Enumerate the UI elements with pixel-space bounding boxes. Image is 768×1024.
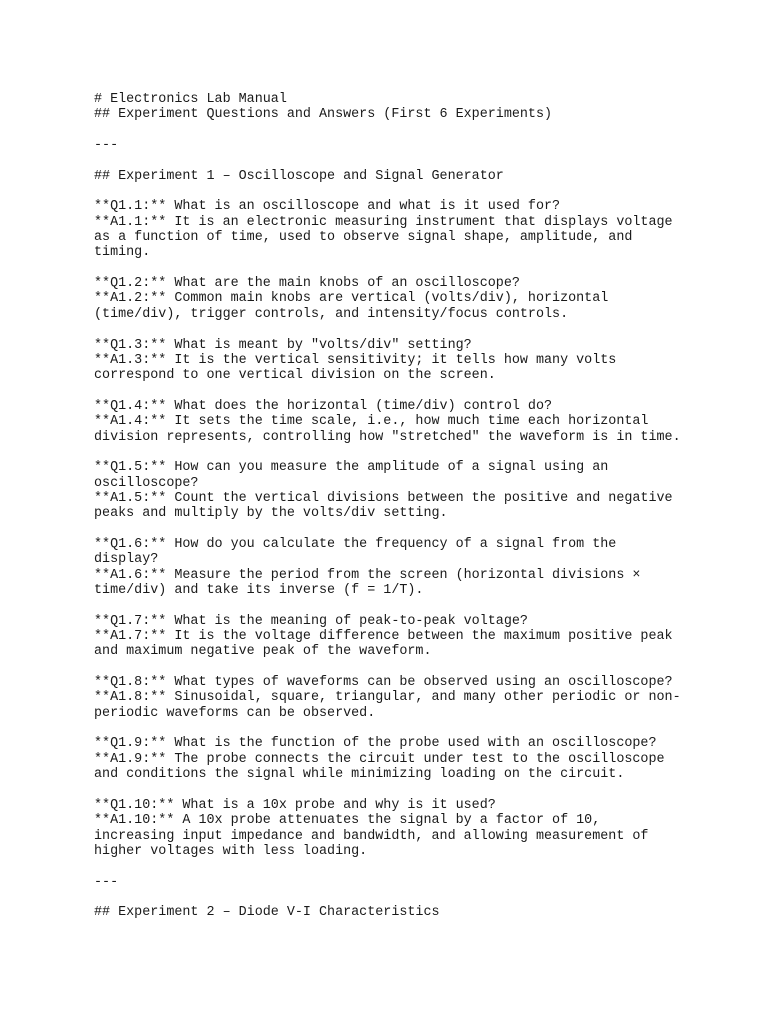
- blank-line: [94, 261, 734, 276]
- question-1-7: **Q1.7:** What is the meaning of peak-to-peak voltage?: [94, 613, 528, 629]
- blank-line: [94, 153, 734, 168]
- answer-1-9: **A1.9:** The probe connects the circuit under test to the oscilloscope: [94, 751, 665, 767]
- question-1-6-continued: display?: [94, 552, 159, 568]
- section-heading-experiment-2: ## Experiment 2 – Diode V-I Characteristics: [94, 905, 440, 921]
- answer-1-5: **A1.5:** Count the vertical divisions between the positive and negative: [94, 490, 673, 506]
- section-heading-experiment-1: ## Experiment 1 – Oscilloscope and Signal Generator: [94, 168, 504, 184]
- blank-line: [94, 890, 734, 905]
- answer-1-4-continued: division represents, controlling how "stretched" the waveform is in time.: [94, 429, 681, 445]
- question-1-8: **Q1.8:** What types of waveforms can be observed using an oscilloscope?: [94, 675, 673, 691]
- answer-1-1: **A1.1:** It is an electronic measuring instrument that displays voltage: [94, 214, 673, 230]
- question-1-5-continued: oscilloscope?: [94, 475, 199, 491]
- horizontal-rule: ---: [94, 138, 119, 154]
- answer-1-2-continued: (time/div), trigger controls, and intensity/focus controls.: [94, 306, 569, 322]
- answer-1-10-continued: increasing input impedance and bandwidth, and allowing measurement of: [94, 828, 649, 844]
- question-1-4: **Q1.4:** What does the horizontal (time/div) control do?: [94, 398, 553, 414]
- question-1-5: **Q1.5:** How can you measure the amplitude of a signal using an: [94, 460, 609, 476]
- blank-line: [94, 123, 734, 138]
- answer-1-4: **A1.4:** It sets the time scale, i.e., how much time each horizontal: [94, 414, 649, 430]
- question-1-1: **Q1.1:** What is an oscilloscope and what is it used for?: [94, 199, 561, 215]
- answer-1-7: **A1.7:** It is the voltage difference between the maximum positive peak: [94, 629, 673, 645]
- blank-line: [94, 384, 734, 399]
- answer-1-6-continued: time/div) and take its inverse (f = 1/T).: [94, 583, 424, 598]
- blank-line: [94, 859, 734, 874]
- answer-1-7-continued: and maximum negative peak of the waveform.: [94, 644, 432, 660]
- blank-line: [94, 445, 734, 460]
- answer-1-8-continued: periodic waveforms can be observed.: [94, 705, 376, 721]
- question-1-9: **Q1.9:** What is the function of the probe used with an oscilloscope?: [94, 736, 657, 752]
- answer-1-1-continued: timing.: [94, 245, 151, 261]
- answer-1-8: **A1.8:** Sinusoidal, square, triangular, and many other periodic or non-: [94, 690, 681, 706]
- answer-1-1-continued: as a function of time, used to observe signal shape, amplitude, and: [94, 230, 633, 246]
- question-1-10: **Q1.10:** What is a 10x probe and why is it used?: [94, 797, 496, 813]
- answer-1-10-continued: higher voltages with less loading.: [94, 843, 368, 859]
- answer-1-3: **A1.3:** It is the vertical sensitivity; it tells how many volts: [94, 352, 617, 368]
- answer-1-6: **A1.6:** Measure the period from the screen (horizontal divisions ×: [94, 567, 641, 583]
- answer-1-9-continued: and conditions the signal while minimizing loading on the circuit.: [94, 767, 625, 783]
- document-subtitle: ## Experiment Questions and Answers (First 6 Experiments): [94, 107, 553, 123]
- answer-1-3-continued: correspond to one vertical division on the screen.: [94, 368, 496, 384]
- blank-line: [94, 598, 734, 613]
- blank-line: [94, 184, 734, 199]
- document-title: # Electronics Lab Manual: [94, 92, 287, 107]
- blank-line: [94, 660, 734, 675]
- answer-1-10: **A1.10:** A 10x probe attenuates the signal by a factor of 10,: [94, 813, 601, 829]
- question-1-2: **Q1.2:** What are the main knobs of an oscilloscope?: [94, 276, 520, 292]
- answer-1-2: **A1.2:** Common main knobs are vertical (volts/div), horizontal: [94, 291, 609, 307]
- blank-line: [94, 322, 734, 337]
- question-1-3: **Q1.3:** What is meant by "volts/div" setting?: [94, 337, 472, 353]
- document-page: [94, 92, 734, 921]
- blank-line: [94, 782, 734, 797]
- answer-1-5-continued: peaks and multiply by the volts/div setting.: [94, 506, 448, 522]
- blank-line: [94, 721, 734, 736]
- question-1-6: **Q1.6:** How do you calculate the frequency of a signal from the: [94, 536, 617, 552]
- blank-line: [94, 522, 734, 537]
- horizontal-rule: ---: [94, 874, 119, 890]
